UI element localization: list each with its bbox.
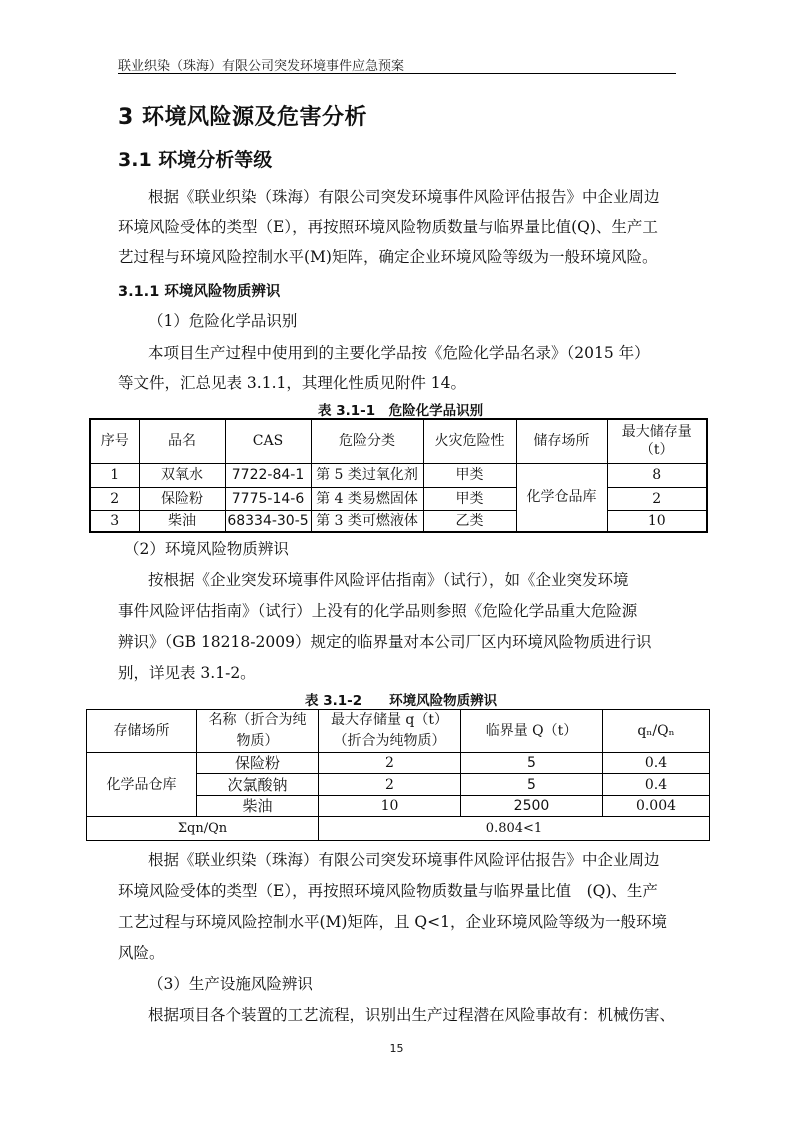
table-row — [90, 463, 707, 487]
paragraph-3-line-1: 按根据《企业突发环境事件风险评估指南》（试行），如《企业突发环境 — [148, 571, 629, 589]
cell: 0.004 — [603, 796, 710, 817]
paragraph-3-line-4: 别，详见表 3.1-2。 — [118, 664, 256, 682]
header-cell: 品名 — [139, 419, 225, 463]
header-cell: 存储场所 — [87, 710, 197, 753]
paragraph-3-line-2: 事件风险评估指南》（试行）上没有的化学品则参照《危险化学品重大危险源 — [118, 602, 638, 620]
cell: 1 — [90, 463, 139, 487]
paragraph-5-line-1: 根据项目各个装置的工艺流程，识别出生产过程潜在风险事故有：机械伤害、 — [148, 1006, 676, 1024]
cell: 第 4 类易燃固体 — [311, 487, 423, 510]
header-cell: 储存场所 — [516, 419, 607, 463]
cell: 10 — [319, 796, 461, 817]
cell: 2500 — [461, 796, 603, 817]
header-line: 最大存储量 q（t） — [330, 712, 449, 728]
header-cell: 临界量 Q（t） — [461, 710, 603, 753]
header-line: 名称（折合为纯 — [208, 712, 307, 728]
chapter-heading: 3 环境风险源及危害分析 — [118, 105, 367, 130]
paragraph-4-line-2: 环境风险受体的类型（E），再按照环境风险物质数量与临界量比值 (Q)、生产 — [118, 882, 658, 900]
table-1-caption: 表 3.1-1 危险化学品识别 — [318, 403, 484, 419]
sum-label: Σqn/Qn — [87, 817, 319, 841]
cell: 柴油 — [197, 796, 319, 817]
paragraph-2-line-1: 本项目生产过程中使用到的主要化学品按《危险化学品名录》（2015 年） — [148, 344, 650, 362]
table-2-caption: 表 3.1-2 环境风险物质辨识 — [305, 693, 498, 709]
cell: 双氧水 — [139, 463, 225, 487]
cell: 5 — [461, 774, 603, 796]
paragraph-2-line-2: 等文件，汇总见表 3.1.1，其理化性质见附件 14。 — [118, 374, 467, 392]
hazardous-chemicals-table — [89, 418, 708, 533]
header-cell: qₙ/Qₙ — [603, 710, 710, 753]
cell: 2 — [90, 487, 139, 510]
header-cell: 火灾危险性 — [423, 419, 516, 463]
header-cell — [197, 710, 319, 753]
cell: 甲类 — [423, 487, 516, 510]
paragraph-4-line-1: 根据《联业织染（珠海）有限公司突发环境事件风险评估报告》中企业周边 — [148, 851, 660, 869]
cell: 0.4 — [603, 753, 710, 774]
header-line: （t） — [639, 442, 674, 459]
cell: 乙类 — [423, 510, 516, 532]
table-header-row — [87, 710, 710, 753]
cell: 7775-14-6 — [225, 487, 311, 510]
header-cell: 危险分类 — [311, 419, 423, 463]
storage-cell: 化学仓品库 — [516, 463, 607, 532]
cell: 2 — [319, 753, 461, 774]
cell: 甲类 — [423, 463, 516, 487]
header-line: 物质） — [236, 733, 279, 749]
paragraph-1-line-1: 根据《联业织染（珠海）有限公司突发环境事件风险评估报告》中企业周边 — [148, 188, 660, 206]
cell: 2 — [607, 487, 707, 510]
item-1-heading: （1）危险化学品识别 — [148, 312, 298, 330]
cell: 3 — [90, 510, 139, 532]
header-line: （折合为纯物质） — [333, 733, 446, 749]
item-2-heading: （2）环境风险物质辨识 — [124, 540, 289, 558]
header-cell — [607, 419, 707, 463]
cell: 2 — [319, 774, 461, 796]
cell: 10 — [607, 510, 707, 532]
cell: 7722-84-1 — [225, 463, 311, 487]
sum-row — [87, 817, 710, 841]
table-row — [90, 487, 707, 510]
paragraph-3-line-3: 辨识》（GB 18218-2009）规定的临界量对本公司厂区内环境风险物质进行识 — [118, 633, 652, 651]
risk-substance-table — [86, 709, 710, 841]
page-number: 15 — [389, 1042, 404, 1055]
cell: 柴油 — [139, 510, 225, 532]
paragraph-1-line-2: 环境风险受体的类型（E），再按照环境风险物质数量与临界量比值(Q)、生产工 — [118, 218, 658, 236]
cell: 8 — [607, 463, 707, 487]
cell: 0.4 — [603, 774, 710, 796]
table-row — [90, 510, 707, 532]
table-header-row — [90, 419, 707, 463]
subsection-heading: 3.1.1 环境风险物质辨识 — [118, 284, 281, 300]
paragraph-4-line-4: 风险。 — [118, 944, 165, 962]
section-heading: 3.1 环境分析等级 — [118, 149, 273, 171]
header-rule — [118, 73, 676, 74]
cell: 第 5 类过氧化剂 — [311, 463, 423, 487]
running-header: 联业织染（珠海）有限公司突发环境事件应急预案 — [118, 59, 405, 74]
header-cell: 序号 — [90, 419, 139, 463]
sum-value: 0.804<1 — [319, 817, 710, 841]
paragraph-1-line-3: 艺过程与环境风险控制水平(M)矩阵，确定企业环境风险等级为一般环境风险。 — [118, 248, 658, 266]
cell: 第 3 类可燃液体 — [311, 510, 423, 532]
cell: 保险粉 — [139, 487, 225, 510]
cell: 次氯酸钠 — [197, 774, 319, 796]
paragraph-4-line-3: 工艺过程与环境风险控制水平(M)矩阵，且 Q<1，企业环境风险等级为一般环境 — [118, 913, 667, 931]
item-3-heading: （3）生产设施风险辨识 — [148, 975, 313, 993]
cell: 68334-30-5 — [225, 510, 311, 532]
header-cell — [319, 710, 461, 753]
cell: 保险粉 — [197, 753, 319, 774]
cell: 5 — [461, 753, 603, 774]
header-cell: CAS — [225, 419, 311, 463]
storage-cell: 化学品仓库 — [87, 753, 197, 817]
header-line: 最大储存量 — [621, 424, 692, 441]
table-row — [87, 753, 710, 774]
